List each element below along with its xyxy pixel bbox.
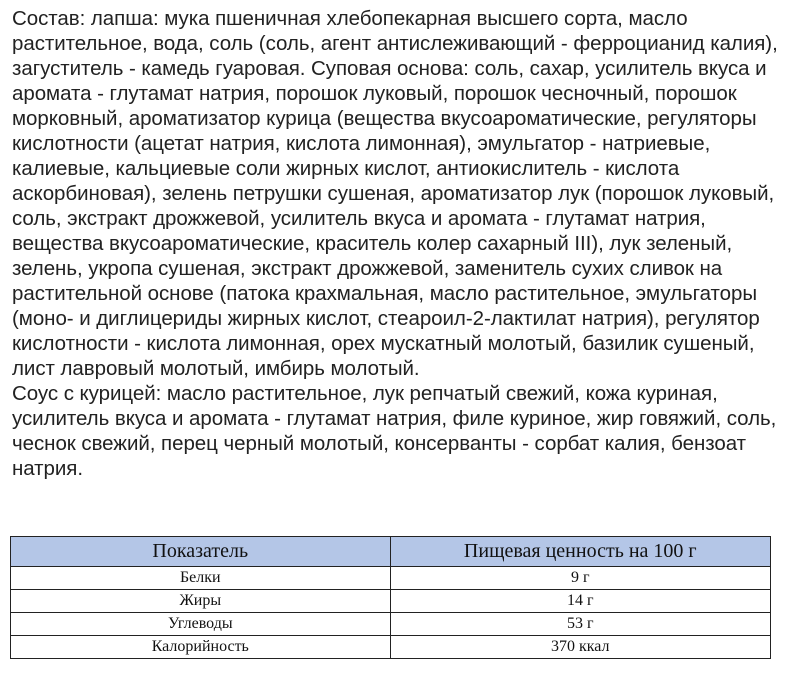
row-label: Жиры <box>11 590 391 613</box>
table-row <box>11 567 771 590</box>
table-row <box>11 636 771 659</box>
table-row <box>11 590 771 613</box>
table-row <box>11 613 771 636</box>
row-value: 14 г <box>390 590 770 613</box>
row-value: 9 г <box>390 567 770 590</box>
row-value: 370 ккал <box>390 636 770 659</box>
ingredients-paragraph-noodles-base: Состав: лапша: мука пшеничная хлебопекарная высшего сорта, масло растительное, вода, соль (соль, агент антислеживающий - ферроцианид калия), загуститель - камедь гуаровая. Суповая основа: соль, сахар, усилитель вкуса и аромата - глутамат натрия, порошок луковый, порошок чесночный, порошок морковный, ароматизатор курица (вещества вкусоароматические, регуляторы кислотности (ацетат натрия, кислота лимонная), эмульгатор - натриевые, калиевые, кальциевые соли жирных кислот, антиокислитель - кислота аскорбиновая), зелень петрушки сушеная, ароматизатор лук (порошок луковый, соль, экстракт дрожжевой, усилитель вкуса и аромата - глутамат натрия, вещества вкусоароматические, краситель колер сахарный III), лук зеленый, зелень, укропа сушеная, экстракт дрожжевой, заменитель сухих сливок на растительной основе (патока крахмальная, масло растительное, эмульгаторы (моно- и диглицериды жирных кислот, стеароил-2-лактилат натрия), регулятор кислотности - кислота лимонная, орех мускатный молотый, базилик сушеный, лист лавровый молотый, имбирь молотый. <box>12 7 778 380</box>
row-label: Углеводы <box>11 613 391 636</box>
header-indicator: Показатель <box>11 537 391 567</box>
ingredients-paragraph-sauce: Соус с курицей: масло растительное, лук репчатый свежий, кожа куриная, усилитель вкуса и аромата - глутамат натрия, филе куриное, жир говяжий, соль, чеснок свежий, перец черный молотый, консерванты - сорбат калия, бензоат натрия. <box>12 382 777 480</box>
row-value: 53 г <box>390 613 770 636</box>
row-label: Калорийность <box>11 636 391 659</box>
table-header-row <box>11 537 771 567</box>
row-label: Белки <box>11 567 391 590</box>
nutrition-table <box>10 536 771 659</box>
ingredients-text <box>12 6 780 481</box>
header-nutritional-value: Пищевая ценность на 100 г <box>390 537 770 567</box>
